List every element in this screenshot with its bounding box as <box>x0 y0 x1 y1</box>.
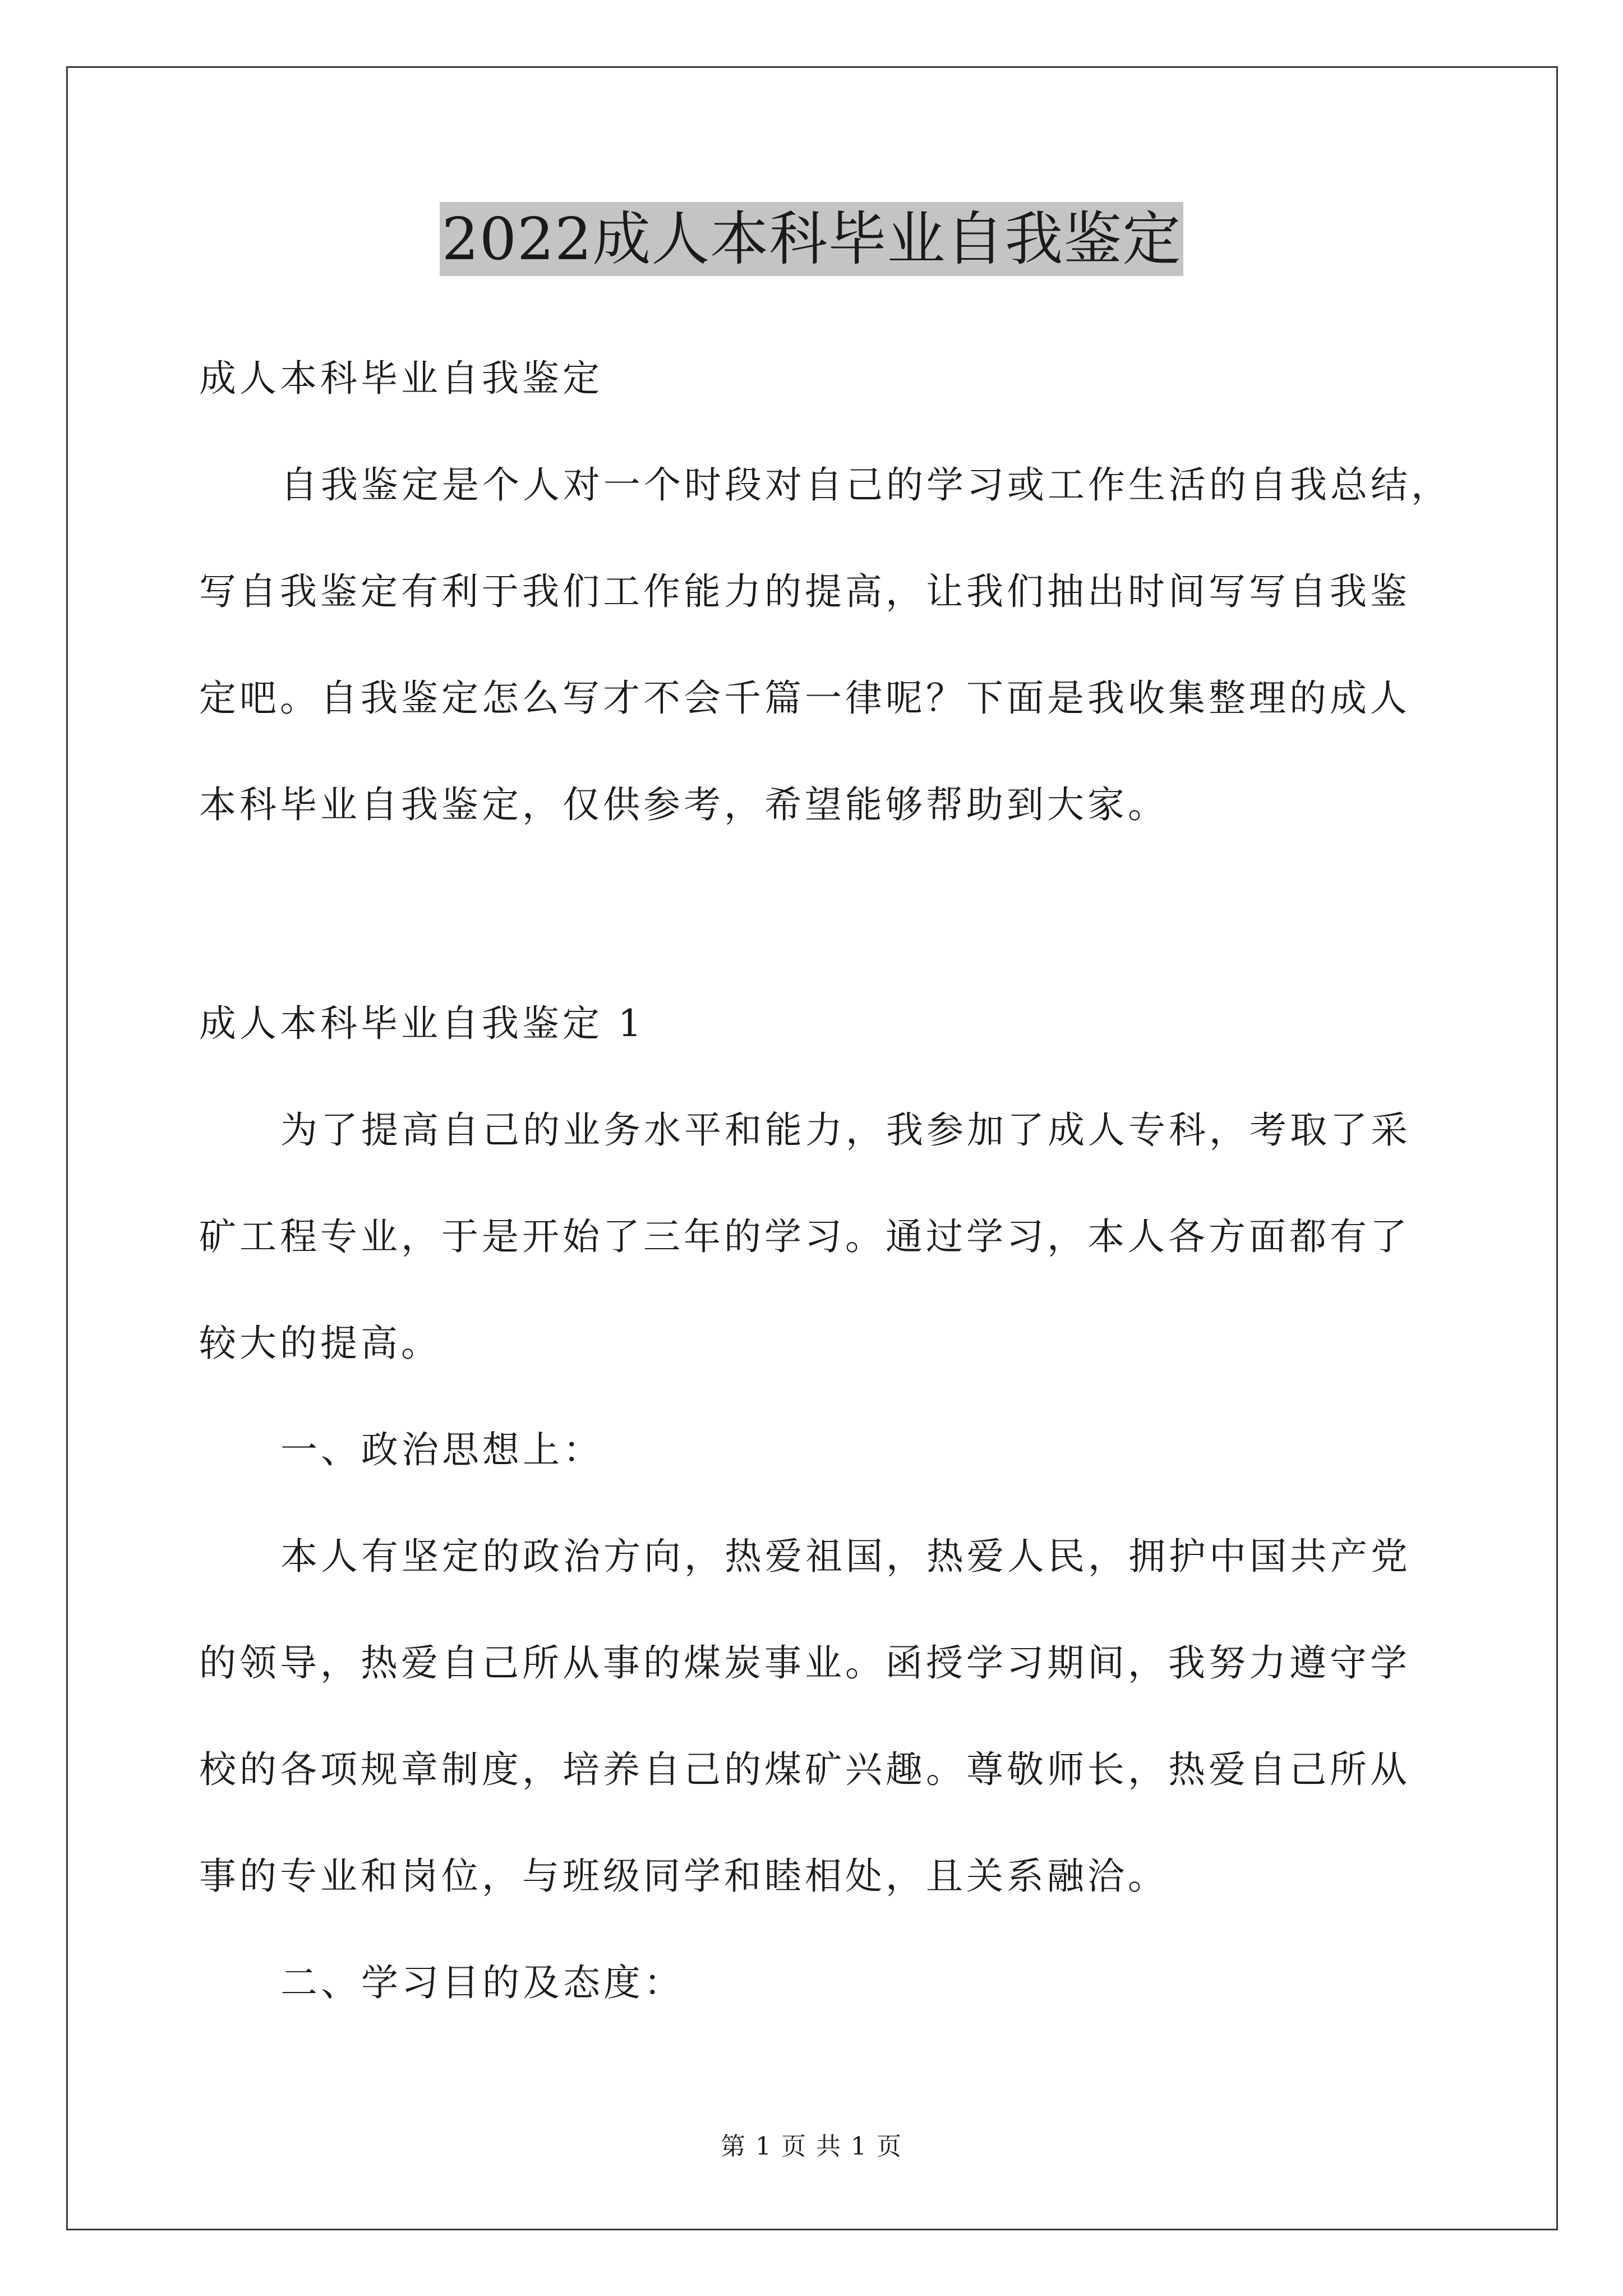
page-footer: 第 1 页 共 1 页 <box>721 2132 902 2161</box>
politics-line: 的领导，热爱自己所从事的煤炭事业。函授学习期间，我努力遵守学 <box>199 1641 1410 1685</box>
section-1-heading: 成人本科毕业自我鉴定 1 <box>199 1002 645 1045</box>
politics-line: 校的各项规章制度，培养自己的煤矿兴趣。尊敬师长，热爱自己所从 <box>199 1748 1410 1791</box>
section-1-line: 矿工程专业，于是开始了三年的学习。通过学习，本人各方面都有了 <box>199 1215 1410 1258</box>
section-1-line: 为了提高自己的业务水平和能力，我参加了成人专科，考取了采 <box>280 1108 1411 1152</box>
document-title-text: 2022成人本科毕业自我鉴定 <box>440 202 1184 276</box>
document-body <box>199 325 1450 858</box>
study-heading: 二、学习目的及态度： <box>280 1961 684 2004</box>
intro-line: 自我鉴定是个人对一个时段对自己的学习或工作生活的自我总结， <box>280 463 1451 507</box>
intro-line: 定吧。自我鉴定怎么写才不会千篇一律呢？下面是我收集整理的成人 <box>199 677 1410 720</box>
section-1 <box>199 970 1450 2036</box>
subtitle: 成人本科毕业自我鉴定 <box>199 357 603 400</box>
politics-line: 事的专业和岗位，与班级同学和睦相处，且关系融洽。 <box>199 1855 1168 1898</box>
politics-heading: 一、政治思想上： <box>280 1428 603 1471</box>
intro-line: 本科毕业自我鉴定，仅供参考，希望能够帮助到大家。 <box>199 783 1168 826</box>
intro-line: 写自我鉴定有利于我们工作能力的提高，让我们抽出时间写写自我鉴 <box>199 570 1410 613</box>
section-1-line: 较大的提高。 <box>199 1322 441 1365</box>
politics-line: 本人有坚定的政治方向，热爱祖国，热爱人民，拥护中国共产党 <box>280 1535 1411 1578</box>
document-title <box>0 202 1623 280</box>
